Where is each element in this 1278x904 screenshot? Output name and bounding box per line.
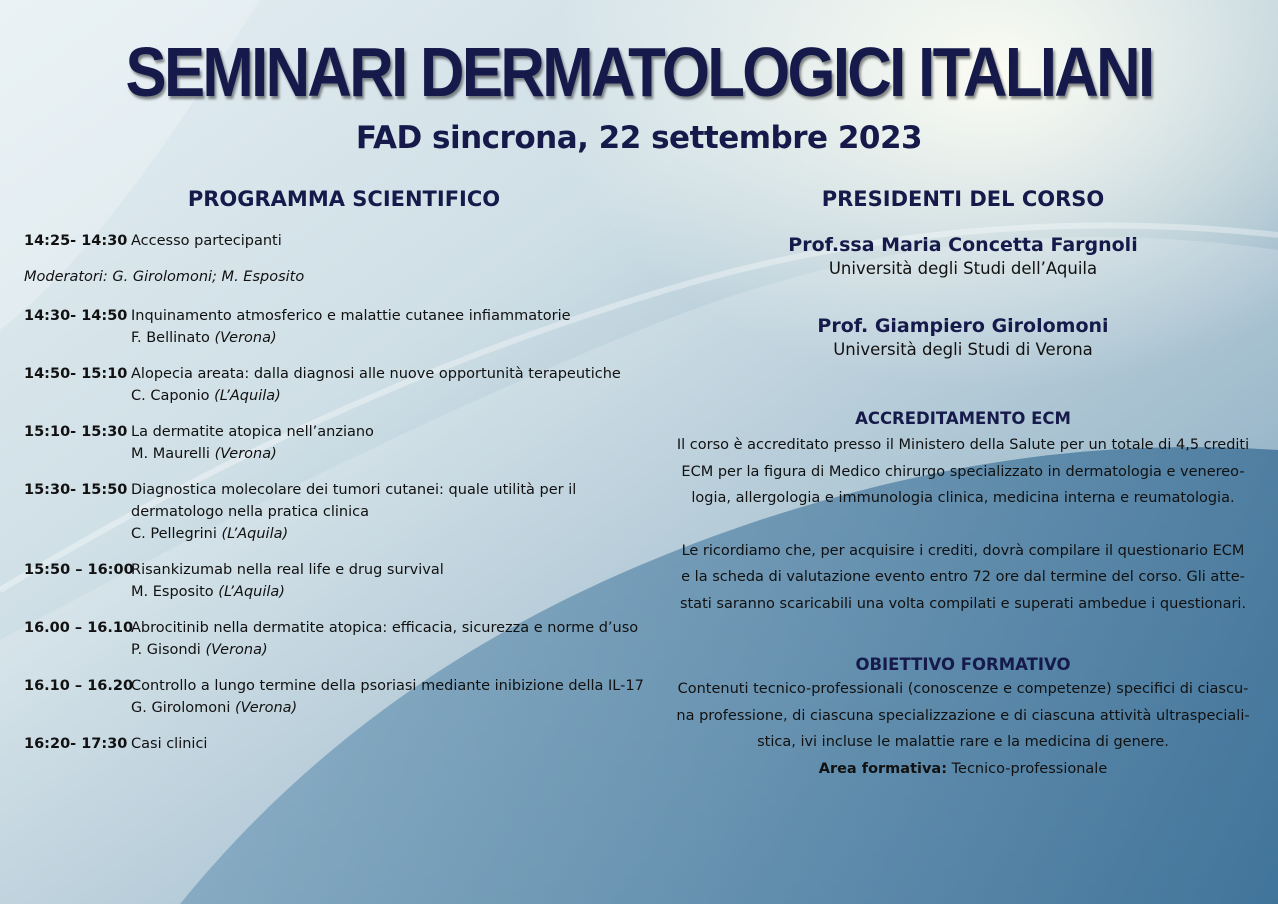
slot-time: 16.10 – 16.20 xyxy=(24,678,134,694)
program-slot xyxy=(24,479,674,545)
speaker-city: (L’Aquila) xyxy=(218,584,285,600)
slot-text: Accesso partecipanti xyxy=(131,233,282,249)
president-1 xyxy=(660,234,1266,278)
slot-time: 16:20- 17:30 xyxy=(24,736,128,752)
speaker-city: (Verona) xyxy=(214,330,277,346)
slot-time: 15:50 – 16:00 xyxy=(24,562,134,578)
talk-title: Alopecia areata: dalla diagnosi alle nuove opportunità terapeutiche xyxy=(131,366,621,382)
program-list xyxy=(24,230,674,769)
president-university: Università degli Studi dell’Aquila xyxy=(828,259,1098,278)
president-2 xyxy=(660,315,1266,359)
talk-title: Controllo a lungo termine della psoriasi mediante inibizione della IL-17 xyxy=(131,678,644,694)
slot-time: 14:30- 14:50 xyxy=(24,308,128,324)
talk-title: Diagnostica molecolare dei tumori cutanei: quale utilità per il dermatologo nella pratica clinica xyxy=(131,482,577,520)
ecm-paragraph-1 xyxy=(660,432,1266,512)
slot-text: Casi clinici xyxy=(131,736,208,752)
talk-title: Risankizumab nella real life e drug survival xyxy=(131,562,444,578)
speaker-city: (Verona) xyxy=(234,700,298,716)
speaker-city: (Verona) xyxy=(205,642,268,658)
text-line: logia, allergologia e immunologia clinica, medicina interna e reumatologia. xyxy=(691,490,1235,506)
talk-title: Abrocitinib nella dermatite atopica: efficacia, sicurezza e norme d’uso xyxy=(131,620,639,636)
speaker-name: C. Pellegrini xyxy=(131,526,217,542)
slot-time: 14:50- 15:10 xyxy=(24,366,128,382)
president-university: Università degli Studi di Verona xyxy=(833,340,1093,359)
speaker-city: (Verona) xyxy=(214,446,277,462)
program-slot-closing xyxy=(24,733,674,755)
area-value: Tecnico-professionale xyxy=(951,760,1108,777)
ecm-paragraph-2 xyxy=(660,538,1266,618)
slot-time: 16.00 – 16.10 xyxy=(24,620,134,636)
speaker-name: C. Caponio xyxy=(131,388,210,404)
speaker-name: M. Maurelli xyxy=(131,446,210,462)
presidents-heading: PRESIDENTI DEL CORSO xyxy=(821,187,1105,211)
objective-section xyxy=(660,655,1266,782)
objective-heading: OBIETTIVO FORMATIVO xyxy=(855,655,1071,674)
text-line: e la scheda di valutazione evento entro 72 ore dal termine del corso. Gli atte- xyxy=(681,569,1245,585)
text-line: ECM per la figura di Medico chirurgo specializzato in dermatologia e venereo- xyxy=(681,463,1245,480)
text-line: Contenuti tecnico-professionali (conoscenze e competenze) specifici di ciascu- xyxy=(677,681,1249,697)
main-title: SEMINARI DERMATOLOGICI ITALIANI xyxy=(125,33,1153,111)
president-name: Prof. Giampiero Girolomoni xyxy=(817,315,1109,337)
program-slot xyxy=(24,617,674,661)
program-slot-opening xyxy=(24,230,674,252)
president-name: Prof.ssa Maria Concetta Fargnoli xyxy=(788,234,1138,256)
talk-title: La dermatite atopica nell’anziano xyxy=(131,424,374,440)
program-slot xyxy=(24,421,674,465)
speaker-name: M. Esposito xyxy=(131,584,214,600)
text-line: stica, ivi incluse le malattie rare e la medicina di genere. xyxy=(757,734,1169,750)
program-slot xyxy=(24,363,674,407)
objective-paragraph xyxy=(660,676,1266,782)
speaker-name: F. Bellinato xyxy=(131,330,210,346)
text-line: Le ricordiamo che, per acquisire i crediti, dovrà compilare il questionario ECM xyxy=(681,542,1245,559)
talk-title: Inquinamento atmosferico e malattie cutanee infiammatorie xyxy=(131,308,571,324)
slot-time: 15:30- 15:50 xyxy=(24,482,128,498)
area-label: Area formativa: xyxy=(818,760,948,777)
speaker-name: P. Gisondi xyxy=(131,642,201,658)
speaker-name: G. Girolomoni xyxy=(131,700,231,716)
program-heading: PROGRAMMA SCIENTIFICO xyxy=(187,187,501,211)
speaker-city: (L’Aquila) xyxy=(214,388,281,404)
slot-time: 15:10- 15:30 xyxy=(24,424,128,440)
moderators: Moderatori: G. Girolomoni; M. Esposito xyxy=(24,269,305,285)
area-line xyxy=(660,756,1266,783)
program-slot xyxy=(24,305,674,349)
event-subtitle: FAD sincrona, 22 settembre 2023 xyxy=(355,120,923,156)
text-line: na professione, di ciascuna specializzazione e di ciascuna attività ultraspeciali- xyxy=(676,707,1250,724)
program-slot xyxy=(24,559,674,603)
speaker-city: (L’Aquila) xyxy=(221,526,289,542)
slot-time: 14:25- 14:30 xyxy=(24,233,128,249)
ecm-section xyxy=(660,409,1266,617)
text-line: Il corso è accreditato presso il Ministero della Salute per un totale di 4,5 crediti xyxy=(676,437,1250,453)
text-line: stati saranno scaricabili una volta compilati e superati ambedue i questionari. xyxy=(679,595,1247,612)
program-slot xyxy=(24,675,674,719)
ecm-heading: ACCREDITAMENTO ECM xyxy=(855,409,1071,428)
